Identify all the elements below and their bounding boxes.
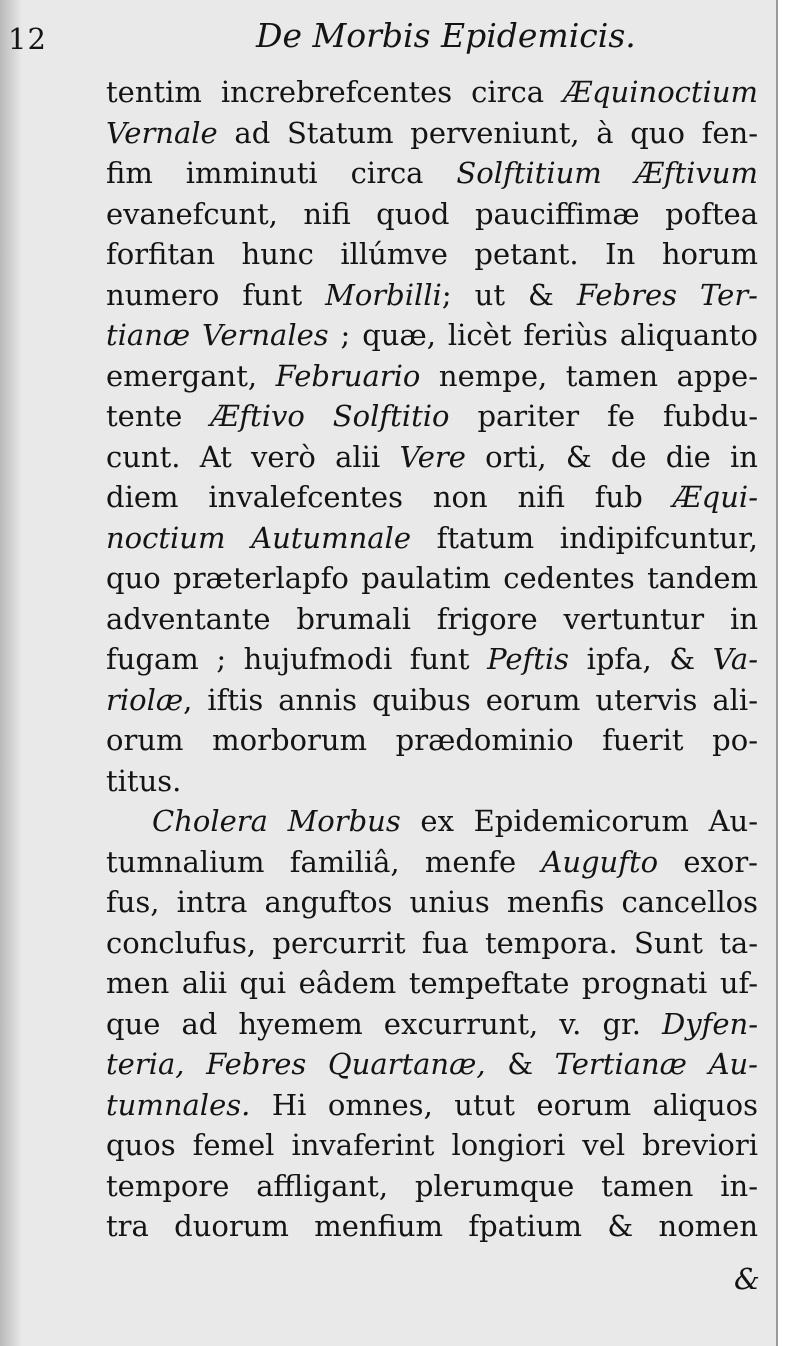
text-line [106, 1044, 758, 1085]
italic-text-run: Va- [712, 642, 758, 676]
text-run: ; quæ, licèt feriùs aliquanto [328, 318, 758, 352]
text-line [106, 153, 758, 194]
text-run: cunt. At verò alii [106, 439, 400, 474]
italic-text-run: tianæ Vernales [106, 318, 329, 352]
running-head: De Morbis Epidemicis. [256, 16, 636, 55]
text-line [106, 194, 758, 235]
text-line [106, 477, 758, 518]
text-run: ; ut & [441, 277, 577, 312]
italic-text-run: Cholera Morbus [152, 804, 401, 838]
italic-text-run: Æqui- [672, 480, 758, 514]
text-line [106, 923, 758, 964]
text-run: conclufus, percurrit fua tempora. Sunt ta- [106, 925, 758, 960]
text-line [106, 315, 758, 356]
italic-text-run: Vernale [106, 115, 218, 150]
text-line [106, 558, 758, 599]
italic-text-run: Vere [399, 439, 466, 474]
catchword: & [734, 1262, 760, 1296]
italic-text-run: tumnales. [106, 1087, 251, 1122]
text-run: Hi omnes, utut eorum aliquos [250, 1087, 758, 1122]
italic-text-run: Morbilli [325, 277, 442, 312]
body-text [106, 72, 758, 1247]
italic-text-run: Solftitium Æftivum [456, 156, 758, 190]
text-run: forfitan hunc illúmve petant. In horum [106, 237, 758, 271]
text-line [106, 842, 758, 883]
text-line [106, 234, 758, 275]
text-run: emergant, [106, 358, 276, 393]
text-line [106, 1206, 758, 1247]
text-run: evanefcunt, nifi quod pauciffimæ poftea [106, 196, 758, 231]
text-line [106, 801, 758, 842]
italic-text-run: Dyfen- [661, 1006, 758, 1041]
text-line [106, 72, 758, 113]
text-run: tente [106, 399, 211, 433]
text-run: ex Epidemicorum Au- [400, 804, 758, 838]
text-line [106, 1125, 758, 1166]
text-run: numero funt [106, 277, 326, 312]
text-line [106, 761, 758, 802]
text-line [106, 680, 758, 721]
text-run: tentim increbrefcentes circa [106, 75, 563, 109]
italic-text-run: Æftivo Solftitio [210, 399, 450, 433]
text-line [106, 720, 758, 761]
text-run: tumnalium familiâ, menfe [106, 844, 542, 879]
text-line [106, 882, 758, 923]
text-line [106, 518, 758, 559]
text-run: orum morborum prædominio fuerit po- [106, 723, 758, 757]
text-line [106, 396, 758, 437]
italic-text-run: Æquinoctium [562, 75, 758, 109]
text-run: , iftis annis quibus eorum utervis ali- [183, 682, 758, 717]
text-line [106, 599, 758, 640]
italic-text-run: riolæ [106, 682, 184, 717]
text-run: quos femel invaferint longiori vel breviori [106, 1128, 758, 1162]
text-run: ipfa, & [569, 642, 713, 676]
text-run: pariter fe fubdu- [449, 399, 758, 433]
italic-text-run: Peftis [487, 642, 570, 676]
text-run: fim imminuti circa [106, 156, 457, 190]
italic-text-run: Februario [275, 358, 421, 393]
italic-text-run: Augufto [541, 844, 659, 879]
italic-text-run: teria, Febres Quartanæ, [106, 1047, 486, 1081]
text-line [106, 1085, 758, 1126]
text-line [106, 1166, 758, 1207]
text-run: fus, intra anguftos unius menfis cancellos [106, 885, 758, 919]
text-line [106, 963, 758, 1004]
text-run: titus. [106, 763, 182, 798]
text-run: orti, & de die in [465, 439, 758, 474]
gutter-shadow [0, 0, 22, 1346]
text-run: tempore affligant, plerumque tamen in- [106, 1168, 758, 1203]
text-line [106, 275, 758, 316]
text-run: ad Statum perveniunt, à quo fen- [217, 115, 758, 150]
text-run: nempe, tamen appe- [420, 358, 758, 393]
text-run: & [485, 1047, 555, 1081]
text-run: diem invalefcentes non nifi fub [106, 480, 673, 514]
text-run: men alii qui eâdem tempeftate prognati uf- [106, 966, 758, 1000]
italic-text-run: Tertianæ Au- [554, 1047, 758, 1081]
text-line [106, 1004, 758, 1045]
text-run: que ad hyemem excurrunt, v. gr. [106, 1006, 662, 1041]
text-run: fugam ; hujufmodi funt [106, 642, 488, 676]
italic-text-run: noctium Autumnale [106, 520, 411, 555]
text-line [106, 639, 758, 680]
text-run: quo præterlapfo paulatim cedentes tandem [106, 561, 758, 595]
text-run: exor- [658, 844, 758, 879]
page-number: 12 [8, 22, 47, 56]
text-line [106, 356, 758, 397]
text-run: tra duorum menfium fpatium & nomen [106, 1209, 758, 1243]
text-run: ftatum indipifcuntur, [411, 520, 758, 555]
italic-text-run: Febres Ter- [576, 277, 758, 312]
text-line [106, 437, 758, 478]
text-line [106, 113, 758, 154]
text-run: adventante brumali frigore vertuntur in [106, 601, 758, 636]
